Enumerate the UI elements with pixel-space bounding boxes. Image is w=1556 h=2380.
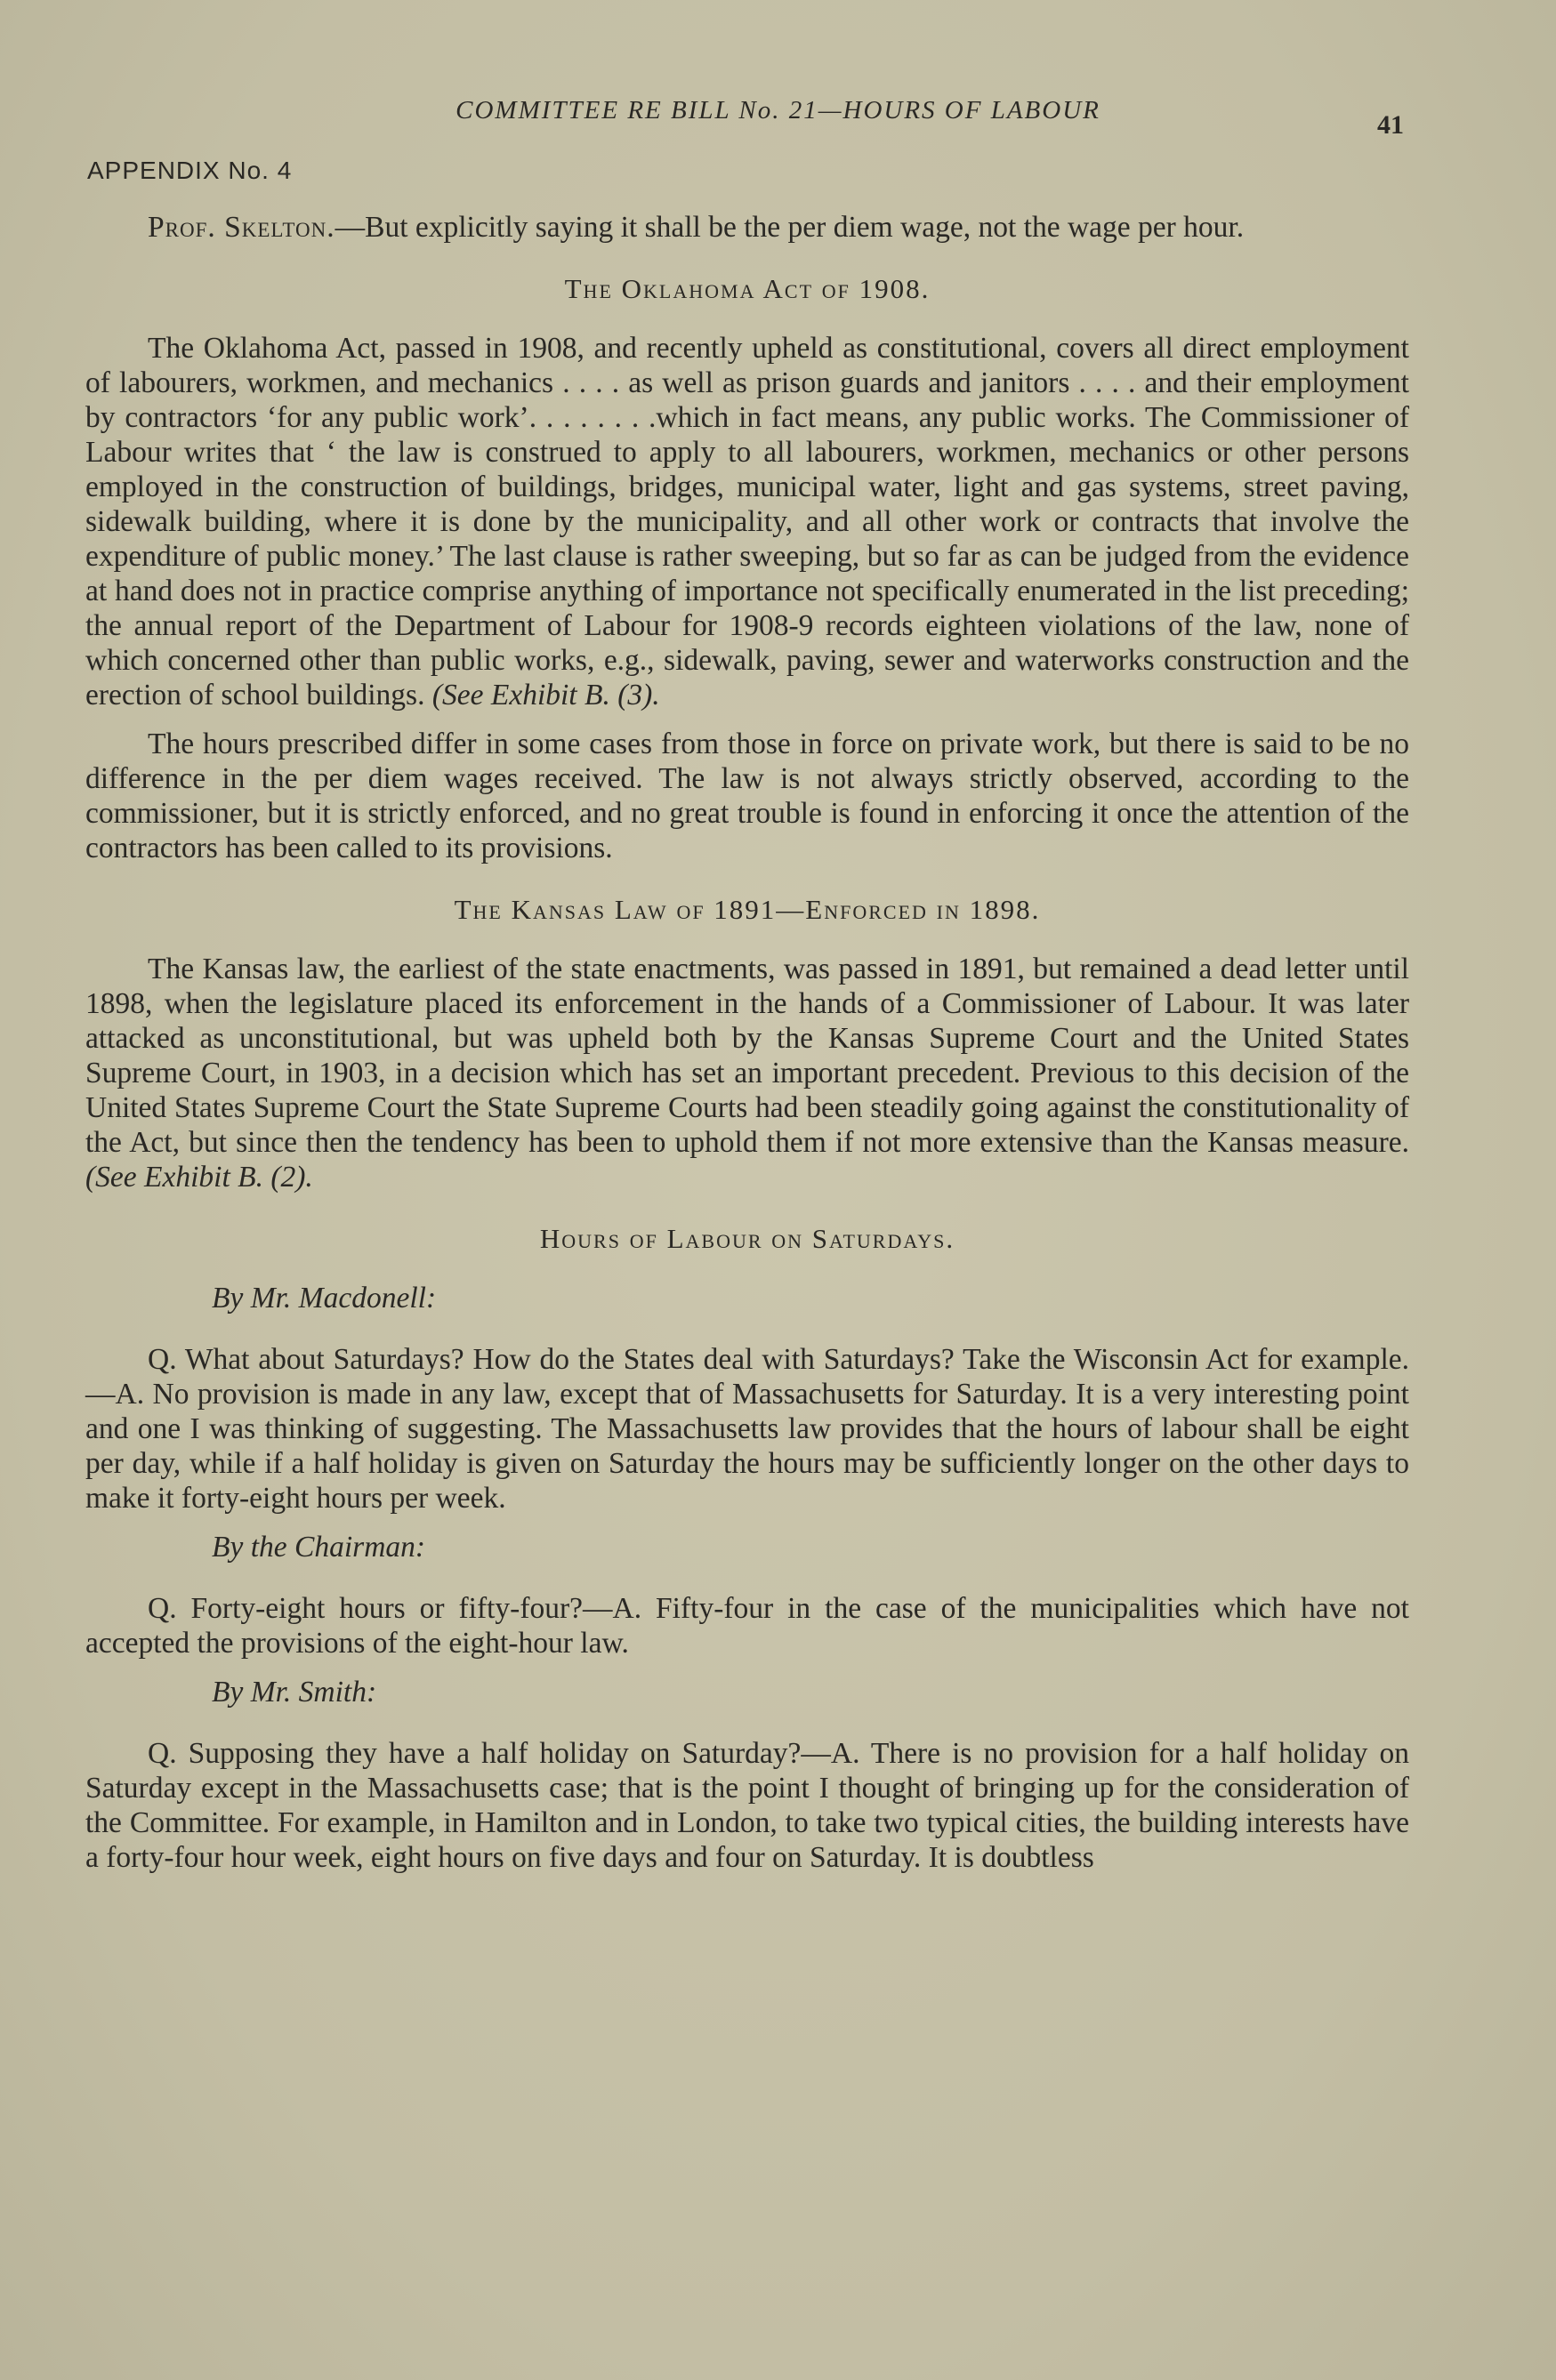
exhibit-reference: (See Exhibit B. (3). [431, 679, 660, 712]
appendix-label: APPENDIX No. 4 [87, 157, 293, 184]
oklahoma-paragraph-1 [85, 331, 1409, 712]
speaker-heading-chairman: By the Chairman: [212, 1531, 426, 1564]
section-heading-kansas: The Kansas Law of 1891—Enforced in 1898. [454, 894, 1041, 925]
section-heading-oklahoma: The Oklahoma Act of 1908. [564, 273, 931, 304]
question-answer-2: Q. Forty-eight hours or fifty-four?—A. Fifty-four in the case of the municipalities which have not accepted the provisions of the eight-hour law. [85, 1592, 1409, 1660]
speaker-name: Prof. Skelton. [148, 211, 335, 244]
intro-text: —But explicitly saying it shall be the per diem wage, not the wage per hour. [335, 211, 1245, 244]
speaker-heading-smith: By Mr. Smith: [212, 1676, 377, 1709]
question-answer-1: Q. What about Saturdays? How do the States deal with Saturdays? Take the Wisconsin Act for example.—A. No provision is made in any law, except that of Massachusetts for Saturday. It is a very interesting point and one I was thinking of suggesting. The Massachusetts law provides that the hours of labour shall be eight per day, while if a half holiday is given on Saturday the hours may be sufficiently longer on the other days to make it forty-eight hours per week. [85, 1343, 1409, 1515]
body-text [85, 210, 1409, 1889]
exhibit-reference: (See Exhibit B. (2). [85, 1161, 313, 1194]
intro-paragraph [85, 210, 1409, 245]
paragraph-text: The Oklahoma Act, passed in 1908, and recently upheld as constitutional, covers all direct employment of labourers, workmen, and mechanics . . . . as well as prison guards and janitors . . . . and their employment by contractors ‘for any public work’. . . . . . . .which in fact means, any public works. The Commissioner of Labour writes that ‘ the law is construed to apply to all labourers, workmen, mechanics or other persons employed in the construction of buildings, bridges, municipal water, light and gas systems, street paving, sidewalk building, where it is done by the municipality, and all other work or contracts that involve the expenditure of public money.’ The last clause is rather sweeping, but so far as can be judged from the evidence at hand does not in practice comprise anything of importance not specifically enumerated in the list preceding; the annual report of the Department of Labour for 1908-9 records eighteen violations of the law, none of which concerned other than public works, e.g., sidewalk, paving, sewer and waterworks construction and the erection of school buildings. [85, 332, 1409, 712]
running-head: COMMITTEE RE BILL No. 21—HOURS OF LABOUR [456, 96, 1100, 125]
paragraph-text: The Kansas law, the earliest of the state enactments, was passed in 1891, but remained a dead letter until 1898, when the legislature placed its enforcement in the hands of a Commissioner of Labour. It was later attacked as unconstitutional, but was upheld both by the Kansas Supreme Court and the United States Supreme Court, in 1903, in a decision which has set an important precedent. Previous to this decision of the United States Supreme Court the State Supreme Courts had been steadily going against the constitutionality of the Act, but since then the tendency has been to uphold them if not more extensive than the Kansas measure. [85, 953, 1409, 1159]
section-heading-saturdays: Hours of Labour on Saturdays. [539, 1223, 955, 1254]
question-answer-3: Q. Supposing they have a half holiday on Saturday?—A. There is no provision for a half holiday on Saturday except in the Massachusetts case; that is the point I thought of bringing up for the consideration of the Committee. For example, in Hamilton and in London, to take two typical cities, the building interests have a forty-four hour week, eight hours on five days and four on Saturday. It is doubtless [85, 1737, 1409, 1874]
kansas-paragraph-1 [85, 952, 1409, 1194]
oklahoma-paragraph-2: The hours prescribed differ in some cases from those in force on private work, but there is said to be no difference in the per diem wages received. The law is not always strictly observed, according to the commissioner, but it is strictly enforced, and no great trouble is found in enforcing it once the attention of the contractors has been called to its provisions. [85, 728, 1409, 864]
page-number: 41 [1377, 110, 1404, 140]
speaker-heading-macdonell: By Mr. Macdonell: [212, 1282, 437, 1315]
